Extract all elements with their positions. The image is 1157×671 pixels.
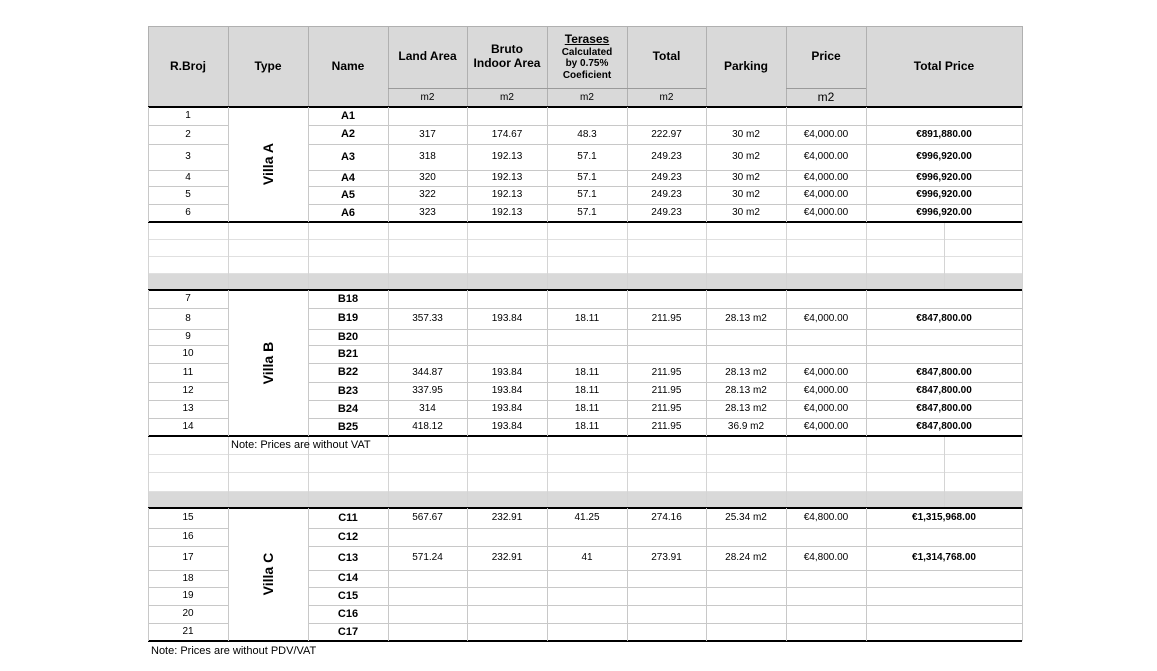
cell-terase (547, 345, 627, 363)
cell-name: C15 (337, 589, 359, 602)
cell-bruto: 192.13 (491, 207, 523, 219)
cell-price: €4,000.00 (803, 172, 849, 184)
cell-price (786, 623, 866, 641)
cell-price: €4,800.00 (803, 552, 849, 564)
cell-bruto: 193.84 (491, 366, 523, 378)
cell-terase (547, 528, 627, 546)
cell-terase: 57.1 (577, 151, 597, 163)
cell-terase: 57.1 (577, 189, 597, 201)
cell-name: A4 (340, 171, 356, 184)
cell-parking: 30 m2 (732, 207, 760, 219)
cell-parking: 28.13 m2 (725, 385, 767, 397)
cell-land (388, 290, 467, 308)
cell-name: C12 (337, 530, 359, 543)
cell-bruto: 193.84 (491, 421, 523, 433)
cell-total-price: €847,800.00 (916, 312, 972, 324)
cell-nr: 9 (185, 331, 191, 343)
cell-bruto: 192.13 (491, 172, 523, 184)
separator-line (148, 472, 1022, 473)
separator-col-line (467, 436, 468, 508)
cell-parking (706, 329, 786, 345)
cell-total: 211.95 (651, 366, 682, 378)
cell-price (786, 329, 866, 345)
separator-line (148, 454, 1022, 455)
cell-total-price: €847,800.00 (916, 385, 972, 397)
cell-price: €4,000.00 (803, 366, 849, 378)
cell-total-price: €996,920.00 (916, 172, 972, 184)
cell-terase: 48.3 (577, 128, 597, 140)
separator-col-line (627, 436, 628, 508)
cell-nr: 19 (182, 590, 194, 602)
cell-price: €4,000.00 (803, 189, 849, 201)
separator-col-line (228, 222, 229, 290)
cell-parking (706, 290, 786, 308)
cell-bruto (467, 290, 547, 308)
cell-total-price (866, 605, 1022, 623)
cell-total: 222.97 (651, 128, 682, 140)
cell-price: €4,000.00 (803, 403, 849, 415)
cell-total (627, 570, 706, 587)
cell-parking (706, 528, 786, 546)
cell-bruto: 192.13 (491, 151, 523, 163)
cell-nr: 15 (182, 512, 194, 524)
cell-nr: 3 (185, 151, 191, 163)
cell-total-price: €847,800.00 (916, 403, 972, 415)
separator-col-line (866, 436, 867, 508)
col-line (1022, 107, 1023, 222)
cell-terase: 18.11 (574, 421, 600, 433)
cell-terase: 57.1 (577, 172, 597, 184)
header-terases-subtitle: Calculated by 0.75% Coeficient (561, 46, 613, 81)
cell-nr: 2 (185, 128, 191, 140)
cell-nr: 13 (182, 403, 194, 415)
note-footer: Note: Prices are without PDV/VAT (151, 645, 317, 657)
cell-name: A3 (340, 150, 356, 163)
cell-name: B22 (337, 366, 359, 379)
cell-name: B21 (337, 347, 359, 360)
cell-bruto: 193.84 (491, 312, 523, 324)
header-total-price: Total Price (913, 58, 975, 73)
unit-land-area: m2 (420, 91, 435, 103)
separator-col-line (467, 222, 468, 290)
cell-bruto (467, 345, 547, 363)
header-terases-title: Terases (564, 31, 610, 46)
cell-bruto: 193.84 (491, 385, 523, 397)
cell-total: 249.23 (651, 172, 682, 184)
separator-col-line (786, 436, 787, 508)
cell-land: 337.95 (412, 385, 443, 397)
cell-total-price (866, 623, 1022, 641)
cell-nr: 18 (182, 572, 194, 584)
separator-col-line (944, 436, 945, 508)
cell-total: 211.95 (651, 385, 682, 397)
cell-total-price (866, 345, 1022, 363)
cell-land (388, 623, 467, 641)
separator-col-line (866, 222, 867, 290)
cell-parking: 28.13 m2 (725, 366, 767, 378)
cell-bruto (467, 570, 547, 587)
cell-total-price (866, 290, 1022, 308)
header-total: Total (652, 49, 681, 64)
cell-parking: 28.13 m2 (725, 312, 767, 324)
cell-total: 211.95 (651, 312, 682, 324)
cell-terase (547, 587, 627, 605)
cell-total-price: €996,920.00 (916, 151, 972, 163)
cell-land (388, 587, 467, 605)
unit-price: m2 (817, 89, 835, 104)
cell-terase: 18.11 (574, 403, 600, 415)
cell-total-price: €996,920.00 (916, 207, 972, 219)
cell-nr: 14 (182, 421, 194, 433)
cell-price: €4,000.00 (803, 151, 849, 163)
cell-terase (547, 605, 627, 623)
separator-col-line (148, 436, 149, 508)
cell-total-price (866, 570, 1022, 587)
cell-nr: 16 (182, 531, 194, 543)
col-line (1022, 508, 1023, 641)
cell-nr: 4 (185, 172, 191, 184)
cell-parking (706, 107, 786, 125)
cell-name: C11 (338, 511, 358, 524)
cell-price (786, 345, 866, 363)
separator-band (148, 491, 1022, 508)
cell-parking: 36.9 m2 (727, 421, 765, 433)
cell-total (627, 605, 706, 623)
cell-name: B25 (337, 420, 359, 433)
cell-terase (547, 623, 627, 641)
separator-col-line (148, 222, 149, 290)
header-terases (547, 26, 627, 88)
cell-total (627, 623, 706, 641)
cell-parking: 25.34 m2 (725, 512, 767, 524)
cell-nr: 6 (185, 207, 191, 219)
cell-price (786, 290, 866, 308)
cell-land (388, 605, 467, 623)
unit-total: m2 (659, 91, 674, 103)
cell-total-price: €1,315,968.00 (912, 512, 976, 524)
separator-col-line (388, 222, 389, 290)
cell-total-price (866, 587, 1022, 605)
cell-total (627, 345, 706, 363)
separator-col-line (228, 436, 229, 508)
cell-price (786, 107, 866, 125)
cell-land: 314 (419, 403, 436, 415)
cell-terase (547, 290, 627, 308)
separator-band (148, 273, 1022, 290)
cell-name: A2 (340, 128, 356, 141)
type-label-2 (228, 290, 308, 436)
separator-col-line (547, 436, 548, 508)
col-line (1022, 290, 1023, 436)
separator-line (148, 239, 1022, 240)
unit-terases: m2 (580, 91, 594, 103)
cell-land: 320 (419, 172, 436, 184)
cell-bruto (467, 623, 547, 641)
cell-bruto (467, 107, 547, 125)
cell-name: B24 (337, 402, 359, 415)
cell-nr: 8 (185, 312, 191, 324)
note-villa-b: Note: Prices are without VAT (231, 439, 371, 451)
separator-col-line (627, 222, 628, 290)
cell-price: €4,000.00 (803, 128, 849, 140)
cell-total-price (866, 528, 1022, 546)
villa-type-text: Villa A (259, 143, 276, 186)
cell-parking (706, 605, 786, 623)
separator-line (148, 256, 1022, 257)
unit-bruto: m2 (500, 91, 514, 103)
cell-name: A5 (340, 188, 356, 201)
cell-name: C17 (337, 625, 359, 638)
cell-parking: 30 m2 (732, 128, 760, 140)
villa-type-text: Villa C (259, 553, 276, 596)
separator-col-line (1022, 436, 1023, 508)
cell-total (627, 528, 706, 546)
cell-land: 322 (419, 189, 436, 201)
cell-terase (547, 329, 627, 345)
cell-total-price (866, 329, 1022, 345)
cell-price: €4,800.00 (803, 512, 849, 524)
cell-land (388, 570, 467, 587)
header-col-line (1022, 26, 1023, 107)
cell-land: 318 (419, 151, 436, 163)
cell-land: 571.24 (412, 552, 443, 564)
cell-bruto: 232.91 (491, 552, 523, 564)
cell-name: A6 (340, 206, 356, 219)
header-type: Type (254, 58, 282, 73)
cell-total-price: €1,314,768.00 (912, 552, 976, 564)
cell-land: 317 (419, 128, 436, 140)
cell-total (627, 290, 706, 308)
cell-bruto (467, 329, 547, 345)
cell-name: B19 (337, 312, 359, 325)
cell-price: €4,000.00 (803, 385, 849, 397)
cell-nr: 1 (185, 110, 191, 122)
cell-price: €4,000.00 (803, 207, 849, 219)
cell-name: B18 (337, 292, 359, 305)
cell-price (786, 605, 866, 623)
cell-total: 211.95 (651, 403, 682, 415)
cell-name: B23 (337, 384, 359, 397)
cell-parking (706, 345, 786, 363)
cell-parking: 28.13 m2 (725, 403, 767, 415)
cell-bruto (467, 605, 547, 623)
cell-bruto: 193.84 (491, 403, 523, 415)
cell-parking (706, 623, 786, 641)
type-label-1 (228, 107, 308, 222)
cell-bruto: 232.91 (491, 512, 523, 524)
cell-parking: 28.24 m2 (725, 552, 767, 564)
cell-land (388, 107, 467, 125)
cell-parking (706, 570, 786, 587)
cell-land: 567.67 (412, 512, 443, 524)
cell-terase (547, 570, 627, 587)
cell-bruto: 192.13 (491, 189, 523, 201)
cell-land (388, 528, 467, 546)
cell-land: 344.87 (412, 366, 443, 378)
separator-col-line (1022, 222, 1023, 290)
cell-nr: 11 (182, 366, 194, 378)
header-parking: Parking (723, 58, 768, 73)
cell-total (627, 107, 706, 125)
header-bruto-indoor-area: Bruto Indoor Area (473, 42, 541, 70)
cell-total: 249.23 (651, 151, 682, 163)
cell-total: 249.23 (651, 207, 682, 219)
cell-land: 418.12 (412, 421, 443, 433)
separator-line (148, 273, 1022, 274)
villa-type-text: Villa B (259, 341, 276, 385)
separator-col-line (388, 436, 389, 508)
cell-nr: 12 (182, 385, 194, 397)
cell-name: B20 (337, 330, 359, 343)
cell-parking: 30 m2 (732, 151, 760, 163)
cell-land (388, 329, 467, 345)
cell-land: 357.33 (412, 312, 443, 324)
cell-terase: 18.11 (574, 312, 600, 324)
separator-col-line (706, 222, 707, 290)
cell-parking: 30 m2 (732, 172, 760, 184)
type-label-3 (228, 508, 308, 641)
cell-bruto (467, 528, 547, 546)
cell-total: 211.95 (651, 421, 682, 433)
cell-terase: 18.11 (574, 366, 600, 378)
cell-terase: 41.25 (574, 512, 600, 524)
cell-bruto (467, 587, 547, 605)
cell-name: C13 (337, 551, 359, 564)
cell-terase (547, 107, 627, 125)
cell-land: 323 (419, 207, 436, 219)
header-rbroj: R.Broj (170, 58, 206, 73)
header-name: Name (331, 58, 365, 73)
cell-total-price: €847,800.00 (916, 421, 972, 433)
cell-name: A1 (340, 109, 356, 122)
header-price: Price (811, 49, 841, 64)
cell-terase: 18.11 (574, 385, 600, 397)
cell-terase: 41 (581, 552, 593, 564)
cell-nr: 5 (185, 189, 191, 201)
cell-terase: 57.1 (577, 207, 597, 219)
cell-parking: 30 m2 (732, 189, 760, 201)
cell-nr: 20 (182, 608, 194, 620)
cell-land (388, 345, 467, 363)
cell-name: C16 (337, 607, 359, 620)
cell-parking (706, 587, 786, 605)
header-land-area: Land Area (398, 49, 457, 64)
cell-total-price (866, 107, 1022, 125)
separator-col-line (944, 222, 945, 290)
separator-col-line (706, 436, 707, 508)
cell-total: 273.91 (651, 552, 682, 564)
cell-total (627, 329, 706, 345)
cell-total-price: €996,920.00 (916, 189, 972, 201)
separator-col-line (786, 222, 787, 290)
separator-col-line (547, 222, 548, 290)
cell-nr: 21 (182, 626, 194, 638)
cell-price (786, 528, 866, 546)
cell-price: €4,000.00 (803, 421, 849, 433)
cell-total (627, 587, 706, 605)
cell-nr: 7 (185, 293, 191, 305)
separator-line (148, 491, 1022, 492)
cell-nr: 17 (182, 552, 194, 564)
cell-bruto: 174.67 (491, 128, 523, 140)
cell-nr: 10 (182, 348, 194, 360)
cell-name: C14 (337, 572, 359, 585)
cell-price (786, 587, 866, 605)
cell-total: 274.16 (651, 512, 682, 524)
cell-price (786, 570, 866, 587)
cell-total-price: €891,880.00 (916, 128, 972, 140)
cell-total-price: €847,800.00 (916, 366, 972, 378)
separator-col-line (308, 222, 309, 290)
cell-total: 249.23 (651, 189, 682, 201)
cell-price: €4,000.00 (803, 312, 849, 324)
